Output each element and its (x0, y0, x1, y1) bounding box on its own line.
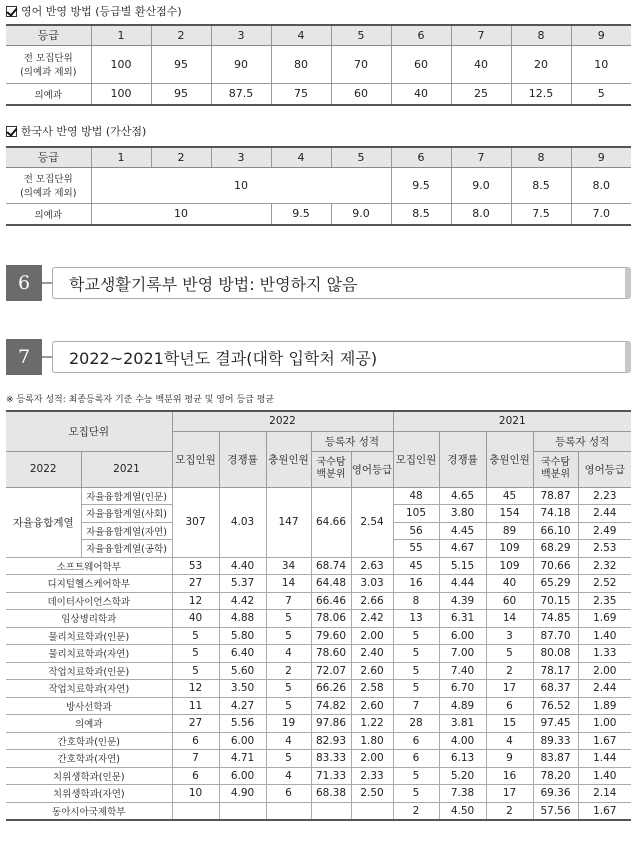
section-title: 2022~2021학년도 결과(대학 입학처 제공) (52, 341, 631, 373)
unit-name: 물리치료학과(인문) (6, 627, 172, 645)
unit-name: 의예과 (6, 715, 172, 733)
table-row: 전 모집단위 (의예과 제외) 100 95 90 80 70 60 40 20 10 (6, 45, 631, 83)
unit-name: 방사선학과 (6, 697, 172, 715)
table-row: 간호학과(자연) 7 4.71 5 83.33 2.00 6 6.13 9 83.87 1.44 (6, 750, 631, 768)
unit-name: 간호학과(자연) (6, 750, 172, 768)
note-text: ※ 등록자 성적: 최종등록자 기준 수능 백분위 평균 및 영어 등급 평균 (6, 395, 275, 405)
table-row: 자율융합계열 자율융합계열(인문) 307 4.03 147 64.66 2.54 48 4.65 45 78.87 2.23 (6, 487, 631, 505)
history-header-row: 등급 1 2 3 4 5 6 7 8 9 (6, 147, 631, 167)
unit-name: 치위생학과(자연) (6, 785, 172, 803)
grade-header: 등급 (6, 147, 91, 167)
table-row: 간호학과(인문) 6 6.00 4 82.93 1.80 6 4.00 4 89.33 1.67 (6, 732, 631, 750)
unit-name: 소프트웨어학부 (6, 557, 172, 575)
table-row: 물리치료학과(인문) 5 5.80 5 79.60 2.00 5 6.00 3 87.70 1.40 (6, 627, 631, 645)
header-row: 모집인원 경쟁률 충원인원 등록자 성적 모집인원 경쟁률 충원인원 등록자 성적 (6, 431, 631, 451)
table-row: 데이터사이언스학과 12 4.42 7 66.46 2.66 8 4.39 60 70.15 2.35 (6, 592, 631, 610)
history-table (6, 146, 631, 226)
unit-name: 임상병리학과 (6, 610, 172, 628)
table-row: 전 모집단위 (의예과 제외) 10 9.5 9.0 8.5 8.0 (6, 167, 631, 203)
table-row: 임상병리학과 40 4.88 5 78.06 2.42 13 6.31 14 74.85 1.69 (6, 610, 631, 628)
result-rows (6, 557, 631, 820)
checkbox-icon (6, 6, 17, 17)
unit-name: 작업치료학과(자연) (6, 680, 172, 698)
unit-name: 치위생학과(인문) (6, 767, 172, 785)
unit-name: 디지털헬스케어학부 (6, 575, 172, 593)
table-row: 작업치료학과(자연) 12 3.50 5 66.26 2.58 5 6.70 17 68.37 2.44 (6, 680, 631, 698)
unit-name: 물리치료학과(자연) (6, 645, 172, 663)
table-row: 방사선학과 11 4.27 5 74.82 2.60 7 4.89 6 76.52 1.89 (6, 697, 631, 715)
year-2021-header: 2021 (393, 411, 631, 431)
section-number: 7 (6, 339, 42, 375)
checkbox-icon (6, 126, 17, 137)
table-row: 자율융합계열(공학) 55 4.67 109 68.29 2.53 (6, 540, 631, 558)
unit-name: 동아시아국제학부 (6, 802, 172, 820)
table-row: 디지털헬스케어학부 27 5.37 14 64.48 3.03 16 4.44 40 65.29 2.52 (6, 575, 631, 593)
unit-name: 데이터사이언스학과 (6, 592, 172, 610)
unit-name: 작업치료학과(인문) (6, 662, 172, 680)
table-row: 물리치료학과(자연) 5 6.40 4 78.60 2.40 5 7.00 5 80.08 1.33 (6, 645, 631, 663)
table-row: 작업치료학과(인문) 5 5.60 2 72.07 2.60 5 7.40 2 78.17 2.00 (6, 662, 631, 680)
table-row: 자율융합계열(자연) 56 4.45 89 66.10 2.49 (6, 522, 631, 540)
table-row: 치위생학과(인문) 6 6.00 4 71.33 2.33 5 5.20 16 78.20 1.40 (6, 767, 631, 785)
english-table (6, 24, 631, 106)
table-row: 의예과 100 95 87.5 75 60 40 25 12.5 5 (6, 83, 631, 105)
english-section-title: 영어 반영 방법 (등급별 환산점수) (6, 3, 182, 19)
header-row: 2022 2021 국수탐 백분위 영어등급 국수탐 백분위 영어등급 (6, 451, 631, 487)
section-6-banner (6, 265, 631, 301)
table-row: 치위생학과(자연) 10 4.90 6 68.38 2.50 5 7.38 17 69.36 2.14 (6, 785, 631, 803)
year-2022-header: 2022 (172, 411, 393, 431)
section-number: 6 (6, 265, 42, 301)
header-row (6, 411, 631, 431)
section-title: 학교생활기록부 반영 방법: 반영하지 않음 (52, 267, 631, 299)
unit-name: 간호학과(인문) (6, 732, 172, 750)
unit-header: 모집단위 (6, 411, 172, 451)
english-header-row: 등급 1 2 3 4 5 6 7 8 9 (6, 25, 631, 45)
section-7-banner (6, 339, 631, 375)
table-row: 소프트웨어학부 53 4.40 34 68.74 2.63 45 5.15 109 70.66 2.32 (6, 557, 631, 575)
table-row: 의예과 10 9.5 9.0 8.5 8.0 7.5 7.0 (6, 203, 631, 225)
table-row: 의예과 27 5.56 19 97.86 1.22 28 3.81 15 97.45 1.00 (6, 715, 631, 733)
grade-header: 등급 (6, 25, 91, 45)
history-section-title: 한국사 반영 방법 (가산점) (6, 123, 146, 139)
results-table (6, 410, 631, 821)
table-row: 동아시아국제학부 2 4.50 2 57.56 1.67 (6, 802, 631, 820)
table-row: 자율융합계열(사회) 105 3.80 154 74.18 2.44 (6, 505, 631, 523)
